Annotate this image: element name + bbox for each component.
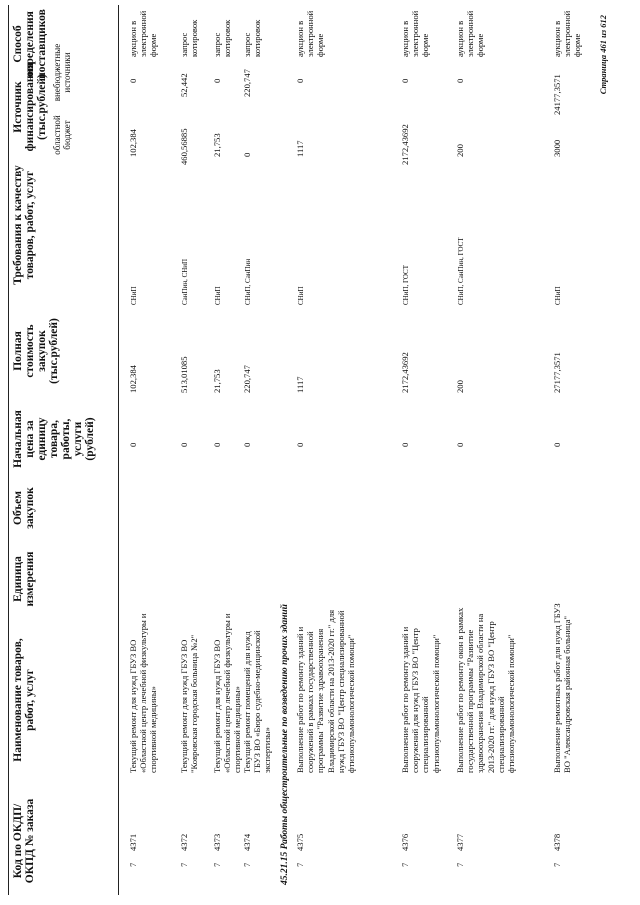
row-requirements: СНиП, ГОСТ [402, 265, 410, 305]
header-rule [118, 5, 119, 895]
row-method: аукцион в электронной форме [295, 10, 326, 57]
row-extra: 0 [295, 78, 305, 83]
row-regional: 21,753 [212, 133, 222, 157]
header-requirements: Требования к качеству товаров, работ, услуг [12, 165, 36, 285]
row-price: 0 [128, 442, 138, 447]
row-extra: 0 [455, 78, 465, 83]
row-extra: 0 [212, 78, 222, 83]
row-total: 220,747 [242, 365, 252, 393]
row-order: 4374 [242, 833, 252, 851]
row-code: 7 [552, 862, 562, 867]
row-regional: 0 [242, 152, 252, 157]
row-code: 7 [455, 862, 465, 867]
row-total: 21,753 [212, 369, 222, 393]
row-price: 0 [242, 442, 252, 447]
row-price: 0 [552, 442, 562, 447]
row-code: 7 [400, 862, 410, 867]
row-requirements: СНиП, СанПин, ГОСТ [457, 237, 465, 305]
row-name: Текущий ремонт помещений для нужд ГБУЗ ВО «Бюро судебно-медицинской экспертизы» [242, 630, 273, 773]
header-method: Способ определения поставщиков [12, 9, 48, 79]
row-extra: 24177,3571 [552, 74, 562, 115]
row-requirements: СНиП [214, 286, 222, 305]
row-order: 4376 [400, 833, 410, 851]
row-method: запрос котировок [242, 19, 263, 57]
row-code: 7 [212, 862, 222, 867]
row-total: 1117 [295, 376, 305, 393]
row-method: аукцион в электронной форме [552, 10, 583, 57]
row-requirements: СНиП [297, 286, 305, 305]
row-method: запрос котировок [212, 19, 233, 57]
row-regional: 3000 [552, 139, 562, 157]
row-requirements: СНиП [554, 286, 562, 305]
row-extra: 0 [400, 78, 410, 83]
row-total: 102,384 [128, 365, 138, 393]
row-order: 4371 [128, 833, 138, 851]
page-number: Страница 461 из 612 [598, 15, 608, 95]
row-name: Текущий ремонт для нужд ГБУЗ ВО «Областной центр лечебной физкультуры и спортивной медицины» [212, 613, 243, 773]
row-total: 200 [455, 380, 465, 393]
row-price: 0 [295, 442, 305, 447]
header-total: Полная стоимость закупок (тыс.рублей) [12, 318, 60, 384]
row-method: аукцион в электронной форме [455, 10, 486, 57]
row-extra: 0 [128, 78, 138, 83]
row-regional: 2172,43692 [400, 124, 410, 165]
row-code: 7 [179, 862, 189, 867]
row-total: 27177,3571 [552, 352, 562, 393]
row-name: Текущий ремонт для нужд ГБУЗ ВО «Областной центр лечебной физкультуры и спортивной медицины» [128, 613, 159, 773]
row-name: Выполнение работ по ремонту зданий и сооружений в рамках государственной программы "Развитие здравоохранения Владимирской области на 2013-2020 гг." для нужд ГБУЗ ВО "Центр специализированной фтизиопульмонологической помощи" [295, 609, 357, 773]
row-method: запрос котировок [179, 19, 200, 57]
row-order: 4377 [455, 833, 465, 851]
row-code: 7 [242, 862, 252, 867]
row-order: 4373 [212, 833, 222, 851]
row-requirements: СНиП [130, 286, 138, 305]
row-extra: 220,747 [242, 69, 252, 97]
row-code: 7 [295, 862, 305, 867]
row-order: 4375 [295, 833, 305, 851]
row-method: аукцион в электронной форме [400, 10, 431, 57]
row-order: 4372 [179, 833, 189, 851]
row-order: 4378 [552, 833, 562, 851]
header-funding-regional: областной бюджет [52, 115, 72, 155]
header-code: Код по ОКДП/ ОКПД № заказа [12, 798, 36, 884]
row-regional: 1117 [295, 140, 305, 157]
header-price: Начальная цена за единицу товара, работы, услуги (рублей) [12, 410, 96, 468]
row-method: аукцион в электронной форме [128, 10, 159, 57]
row-total: 513,01085 [179, 356, 189, 393]
row-code: 7 [128, 862, 138, 867]
row-name: Выполнение ремонтных работ для нужд ГБУЗ ВО "Александровская районная больница" [552, 603, 573, 773]
section-title: 45.21.15 Работы общестроительные по возведению прочих зданий [280, 604, 290, 885]
row-total: 2172,43692 [400, 352, 410, 393]
row-requirements: СНиП, СанПин [244, 258, 252, 305]
top-rule [8, 5, 9, 895]
row-price: 0 [212, 442, 222, 447]
header-unit: Единица измерения [12, 551, 36, 607]
row-requirements: СанПин, СНиП [181, 258, 189, 305]
row-regional: 460,56885 [179, 128, 189, 165]
row-regional: 200 [455, 144, 465, 157]
header-name: Наименование товаров, работ, услуг [12, 638, 36, 762]
header-funding: Источник финансирования (тыс.рублей) [12, 62, 48, 152]
row-price: 0 [455, 442, 465, 447]
row-name: Выполнение работ по ремонту окон в рамках государственной программы "Развитие здравоохранения Владимирской области на 2013-2020 гг." для нужд ГБУЗ ВО "Центр специализированной фтизиопульмонологической помощи" [455, 607, 517, 773]
header-volume: Объем закупок [12, 487, 36, 529]
header-funding-extra: внебюджетные источники [52, 43, 72, 102]
row-name: Выполнение работ по ремонту зданий и сооружений для нужд ГБУЗ ВО "Центр специализированной фтизиопульмонологической помощи" [400, 626, 441, 773]
row-name: Текущий ремонт для нужд ГБУЗ ВО "Ковровская городская больница №2" [179, 634, 200, 773]
row-price: 0 [400, 442, 410, 447]
row-price: 0 [179, 442, 189, 447]
row-extra: 52,442 [179, 73, 189, 97]
row-regional: 102,384 [128, 129, 138, 157]
